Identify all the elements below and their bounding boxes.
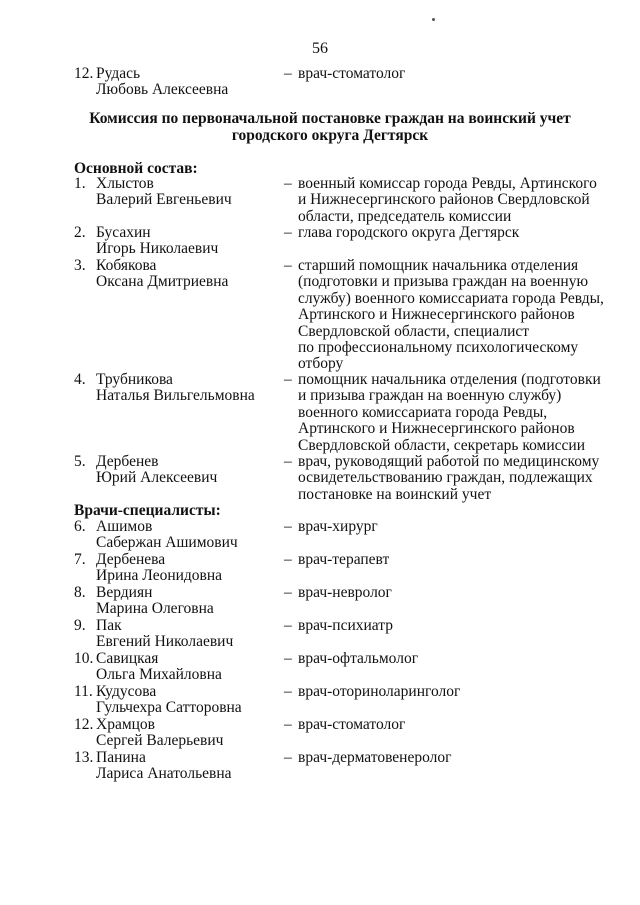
name-line: Кудусова [96, 683, 157, 700]
name-line: Игорь Николаевич [96, 240, 219, 258]
entry-dash: – [284, 65, 292, 82]
name-line: Сабержан Ашимович [96, 534, 238, 552]
name-line: Вердиян [96, 584, 153, 601]
name-line: Дербенева [96, 551, 166, 568]
entry-name [96, 717, 286, 750]
name-line: Валерий Евгеньевич [96, 191, 232, 209]
entry-dash: – [284, 584, 292, 601]
entry-number: 12. [74, 65, 94, 82]
role-line: военный комиссар города Ревды, Артинского [298, 175, 597, 192]
heading-line: Комиссия по первоначальной постановке граждан на воинский учет [89, 110, 571, 127]
entry-number: 9. [74, 617, 86, 634]
role-line: врач-дерматовенеролог [298, 749, 452, 766]
entry-number: 7. [74, 551, 86, 568]
name-line: Ольга Михайловна [96, 666, 222, 684]
entry-name [96, 618, 286, 651]
entry-role [298, 372, 618, 454]
entry-dash: – [284, 716, 292, 733]
name-line: Любовь Алексеевна [96, 81, 229, 99]
name-line: Наталья Вильгельмовна [96, 387, 255, 405]
name-line: Сергей Валерьевич [96, 732, 224, 750]
page-number: 56 [312, 40, 328, 57]
entry-dash: – [284, 257, 292, 274]
entry-number: 13. [74, 749, 94, 766]
role-line: Свердловской области, секретарь комиссии [298, 436, 585, 454]
entry-number: 11. [74, 683, 93, 700]
name-line: Оксана Дмитриевна [96, 273, 229, 291]
entry-number: 1. [74, 175, 86, 192]
role-line: освидетельствованию граждан, подлежащих [298, 469, 593, 487]
role-line: врач-хирург [298, 518, 378, 535]
entry-role [298, 618, 618, 634]
entry-role [298, 519, 618, 535]
role-line: врач-стоматолог [298, 65, 406, 82]
name-line: Евгений Николаевич [96, 633, 234, 651]
role-line: врач-стоматолог [298, 716, 406, 733]
entry-dash: – [284, 175, 292, 192]
entry-dash: – [284, 371, 292, 388]
entry-dash: – [284, 650, 292, 667]
entry-name [96, 684, 286, 717]
role-line: (подготовки и призыва граждан на военную [298, 273, 589, 291]
entry-role [298, 552, 618, 568]
entry-name [96, 176, 286, 209]
entry-dash: – [284, 518, 292, 535]
name-line: Юрий Алексеевич [96, 469, 218, 487]
role-line: военного комиссариата города Ревды, [298, 403, 548, 421]
entry-dash: – [284, 617, 292, 634]
entry-role [298, 225, 618, 241]
entry-name [96, 519, 286, 552]
name-line: Храмцов [96, 716, 155, 733]
role-line: помощник начальника отделения (подготовки [298, 371, 601, 388]
name-line: Бусахин [96, 224, 151, 241]
name-line: Ирина Леонидовна [96, 567, 223, 585]
entry-role [298, 651, 618, 667]
entry-number: 12. [74, 716, 94, 733]
entry-number: 8. [74, 584, 86, 601]
name-line: Лариса Анатольевна [96, 765, 232, 783]
entry-name [96, 454, 286, 487]
name-line: Трубникова [96, 371, 173, 388]
name-line: Кобякова [96, 257, 157, 274]
entry-role [298, 454, 618, 503]
entry-role [298, 176, 618, 225]
role-line: службу) военного комиссариата города Ревды, [298, 289, 604, 307]
entry-number: 2. [74, 224, 86, 241]
specialists-title: Врачи-специалисты: [74, 502, 221, 519]
name-line: Хлыстов [96, 175, 154, 192]
name-line: Ашимов [96, 518, 153, 535]
entry-number: 5. [74, 453, 86, 470]
entry-number: 3. [74, 257, 86, 274]
role-line: отбору [298, 355, 344, 373]
entry-dash: – [284, 749, 292, 766]
entry-role [298, 258, 618, 373]
role-line: врач-психиатр [298, 617, 393, 634]
role-line: области, председатель комиссии [298, 207, 512, 225]
entry-name [96, 651, 286, 684]
entry-name [96, 372, 286, 405]
name-line: Савицкая [96, 650, 159, 667]
entry-role [298, 684, 618, 700]
entry-role [298, 717, 618, 733]
entry-dash: – [284, 551, 292, 568]
name-line: Пак [96, 617, 122, 634]
commission-heading [60, 110, 600, 144]
heading-line: городского округа Дегтярск [231, 127, 429, 144]
entry-dash: – [284, 683, 292, 700]
role-line: по профессиональному психологическому [298, 339, 579, 357]
entry-name [96, 258, 286, 291]
role-line: постановке на воинский учет [298, 485, 492, 503]
entry-role [298, 66, 618, 82]
entry-name [96, 750, 286, 783]
entry-dash: – [284, 224, 292, 241]
role-line: Артинского и Нижнесергинского районов [298, 420, 575, 438]
role-line: глава городского округа Дегтярск [298, 224, 520, 241]
entry-number: 4. [74, 371, 86, 388]
entry-role [298, 585, 618, 601]
name-line: Дербенев [96, 453, 159, 470]
scan-speck [432, 18, 435, 21]
role-line: врач, руководящий работой по медицинскому [298, 453, 600, 470]
role-line: и Нижнесергинского районов Свердловской [298, 191, 590, 209]
entry-name [96, 585, 286, 618]
role-line: врач-терапевт [298, 551, 390, 568]
role-line: старший помощник начальника отделения [298, 257, 579, 274]
main-composition-title: Основной состав: [74, 160, 198, 177]
entry-name [96, 225, 286, 258]
role-line: врач-офтальмолог [298, 650, 419, 667]
entry-role [298, 750, 618, 766]
entry-name [96, 552, 286, 585]
entry-dash: – [284, 453, 292, 470]
role-line: врач-оториноларинголог [298, 683, 461, 700]
entry-number: 6. [74, 518, 86, 535]
role-line: Артинского и Нижнесергинского районов [298, 306, 575, 324]
name-line: Панина [96, 749, 146, 766]
entry-name [96, 66, 286, 99]
role-line: и призыва граждан на военную службу) [298, 387, 562, 405]
role-line: врач-невролог [298, 584, 392, 601]
name-line: Гульчехра Сатторовна [96, 699, 242, 717]
role-line: Свердловской области, специалист [298, 322, 530, 340]
name-line: Рудась [96, 65, 141, 82]
name-line: Марина Олеговна [96, 600, 214, 618]
entry-number: 10. [74, 650, 94, 667]
